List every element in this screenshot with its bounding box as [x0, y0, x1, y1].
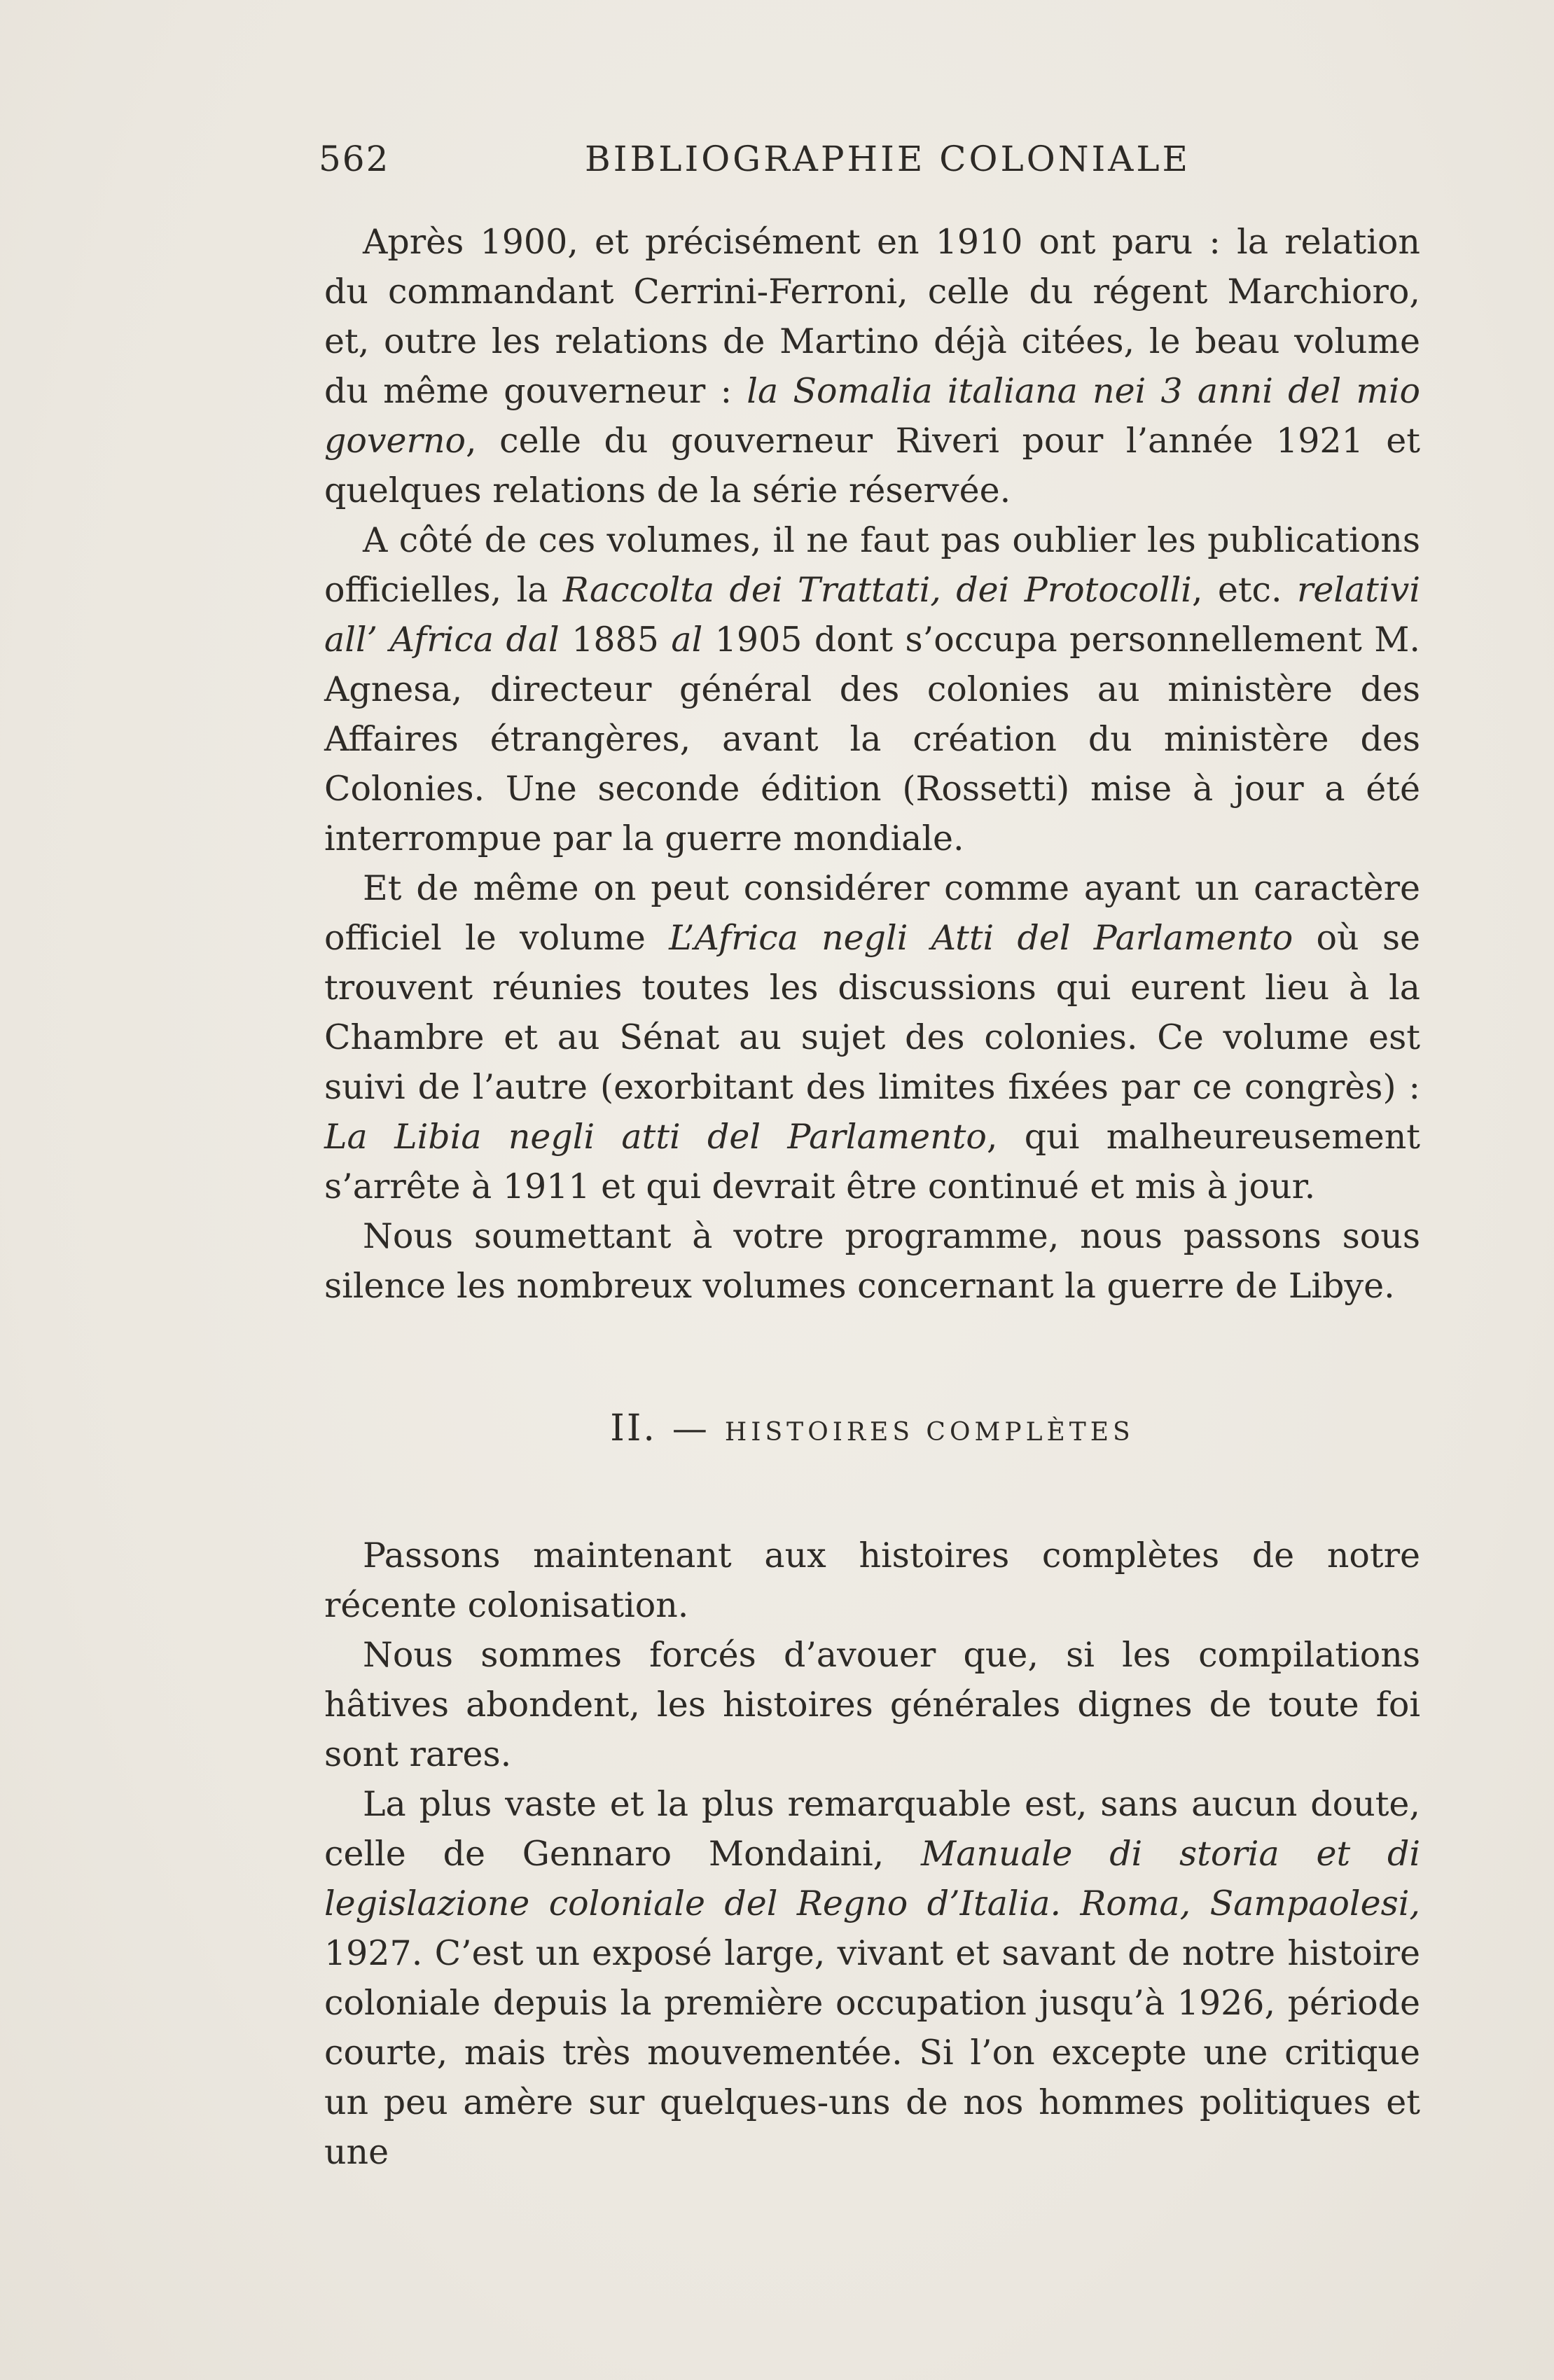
section-numeral: II.: [610, 1407, 657, 1449]
section-title: HISTOIRES COMPLÈTES: [724, 1418, 1135, 1447]
text-block-upper: [324, 217, 1420, 1311]
italic-title: Raccolta dei Trattati, dei Protocolli: [562, 570, 1192, 610]
italic-title: relativi all’ Africa dal: [324, 570, 1421, 660]
italic-title: L’Africa negli Atti del Parlamento: [669, 918, 1293, 958]
running-header: [319, 139, 1418, 188]
section-heading: [324, 1407, 1420, 1449]
text-run: Et de même on peut considérer comme ayant un caractère officiel le volume: [324, 868, 1420, 958]
text-run: La plus vaste et la plus remarquable est, sans aucun doute, celle de Gennaro Mondaini,: [324, 1784, 1420, 1874]
paragraph-1: [324, 217, 1420, 515]
text-run: Nous soumettant à votre programme, nous passons sous silence les nombreux volumes concernant la guerre de Libye.: [324, 1216, 1420, 1306]
italic-title: al: [671, 620, 703, 660]
text-run: Après 1900, et précisément en 1910 ont paru : la relation du commandant Cerrini-Ferroni, celle du régent Marchioro, et, outre les relations de Martino déjà citées, le beau volume du même gouverneur :: [324, 222, 1420, 411]
running-title: BIBLIOGRAPHIE COLONIALE: [585, 139, 1191, 179]
text-run: Passons maintenant aux histoires complètes de notre récente colonisation.: [324, 1536, 1420, 1625]
page-number: 562: [319, 139, 390, 179]
text-run: 1927. C’est un exposé large, vivant et savant de notre histoire coloniale depuis la première occupation jusqu’à 1926, période courte, mais très mouvementée. Si l’on excepte une critique un peu amère sur quelques-uns de nos hommes politiques et une: [324, 1933, 1420, 2172]
paragraph-3: [324, 863, 1420, 1211]
paragraph-5: [324, 1531, 1420, 1630]
italic-title: Manuale di storia et di legislazione coloniale del Regno d’Italia. Roma, Sampaolesi,: [324, 1834, 1420, 1923]
text-run: où se trouvent réunies toutes les discussions qui eurent lieu à la Chambre et au Sénat au sujet des colonies. Ce volume est suivi de l’autre (exorbitant des limites fixées par ce congrès) :: [324, 918, 1420, 1107]
text-block-lower: [324, 1531, 1420, 2177]
paragraph-4: [324, 1211, 1420, 1311]
text-run: A côté de ces volumes, il ne faut pas oublier les publications officielles, la: [324, 520, 1420, 610]
text-run: 1905 dont s’occupa personnellement M. Agnesa, directeur général des colonies au ministère des Affaires étrangères, avant la création du ministère des Colonies. Une seconde édition (Rossetti) mise à jour a été interrompue par la guerre mondiale.: [324, 620, 1421, 858]
paragraph-2: [324, 515, 1420, 863]
paragraph-6: [324, 1630, 1420, 1779]
text-run: 1885: [559, 620, 672, 660]
text-run: , qui malheureusement s’arrête à 1911 et qui devrait être continué et mis à jour.: [324, 1117, 1420, 1206]
paragraph-7: [324, 1779, 1420, 2177]
italic-title: la Somalia italiana nei 3 anni del mio governo: [324, 371, 1420, 461]
text-run: , celle du gouverneur Riveri pour l’année 1921 et quelques relations de la série réservée.: [324, 421, 1420, 510]
text-run: , etc.: [1191, 570, 1297, 610]
italic-title: La Libia negli atti del Parlamento: [324, 1117, 987, 1157]
text-run: Nous sommes forcés d’avouer que, si les compilations hâtives abondent, les histoires générales dignes de toute foi sont rares.: [324, 1635, 1420, 1774]
section-dash: —: [672, 1408, 709, 1449]
